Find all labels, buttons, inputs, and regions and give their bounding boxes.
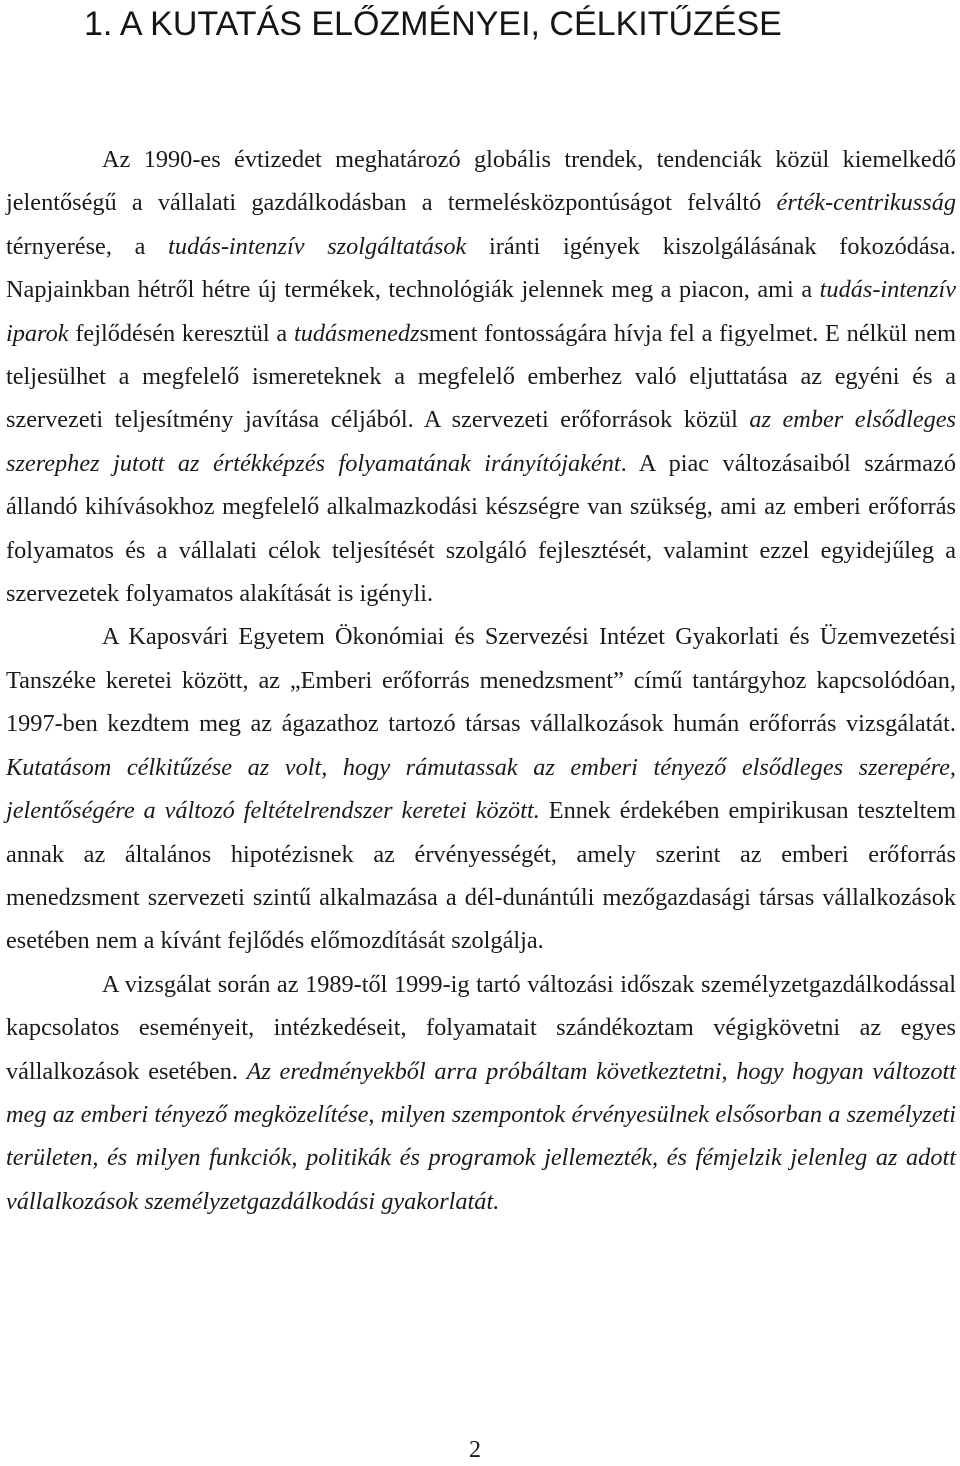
- italic-text: tudásmenedz: [293, 319, 420, 347]
- italic-text: hogy hogyan változott meg az emberi tényező megközelítése, milyen szempontok érvényesülnek elsősorban a személyzeti területen, és milyen funkciók, politikák és programok jellemezték, és fémjelzik jelenleg az adott vállalkozások személyzetgazdálkodási gyakorlatát.: [6, 1057, 957, 1215]
- text-run: iránti igények kiszolgálásának fokozódása. Napjainkban hétről hétre új termékek, technológiák jelennek meg a piacon, ami a: [6, 232, 956, 304]
- italic-text: Az eredményekből arra próbáltam következtetni: [246, 1057, 722, 1085]
- italic-text: Kutatásom célkitűzése az volt, hogy rámutassak az emberi tényező elsődleges szerepére, jelentőségére a változó feltételrendszer keretei között.: [6, 753, 956, 825]
- text-run: fejlődésén keresztül a: [68, 319, 294, 347]
- text-run: . A piac változásaiból származó állandó kihívásokhoz megfelelő alkalmazkodási készségre van szükség, ami az emberi erőforrás folyamatos és a vállalati célok teljesítését szolgáló fejlesztését, valamint ezzel egyidejűleg a szervezetek folyamatos alakítását is igényli.: [6, 449, 956, 608]
- italic-text: tudás-intenzív szolgáltatások: [168, 232, 467, 260]
- chapter-title: 1. A KUTATÁS ELŐZMÉNYEI, CÉLKITŰZÉSE: [84, 5, 782, 43]
- text-run: Az 1990-es évtizedet meghatározó globális trendek, tendenciák közül kiemelkedő jelentőségű a vállalati gazdálkodásban a termelésközpontúságot felváltó: [6, 146, 956, 217]
- text-run: Ennek érdekében empirikusan teszteltem annak az általános hipotézisnek az érvényességét, amely szerint az emberi erőforrás menedzsment szervezeti szintű alkalmazása a dél-dunántúli mezőgazdasági társas vállalkozások esetében nem a kívánt fejlődés előmozdítását szolgálja.: [6, 797, 956, 955]
- italic-text: tudás-intenzív iparok: [6, 276, 956, 347]
- text-run: térnyerése, a: [6, 232, 169, 260]
- paragraph: [6, 138, 956, 615]
- text-run: ,: [721, 1057, 737, 1085]
- paragraph: [6, 963, 956, 1223]
- text-run: A Kaposvári Egyetem Ökonómiai és Szervezési Intézet Gyakorlati és Üzemvezetési Tanszéke keretei között, az „Emberi erőforrás menedzsment” című tantárgyhoz kapcsolódóan, 1997-ben kezdtem meg az ágazathoz tartozó társas vállalkozások humán erőforrás vizsgálatát.: [6, 623, 956, 738]
- page-number: 2: [469, 1437, 481, 1463]
- paragraph: [6, 615, 956, 962]
- text-run: sment fontosságára hívja fel a figyelmet. E nélkül nem teljesülhet a megfelelő ismereteknek a megfelelő emberhez való eljuttatása az egyéni és a szervezeti teljesítmény javítása céljából. A szervezeti erőforrások közül: [6, 319, 956, 434]
- italic-text: az ember elsődleges szerephez jutott az értékképzés folyamatának irányítójaként: [6, 406, 956, 477]
- text-run: A vizsgálat során az 1989-től 1999-ig tartó változási időszak személyzetgazdálkodással kapcsolatos eseményeit, intézkedéseit, folyamatait szándékoztam végigkövetni az egyes vállalkozások esetében.: [6, 970, 956, 1085]
- italic-text: érték-centrikusság: [776, 189, 956, 217]
- body-text: [6, 138, 956, 1223]
